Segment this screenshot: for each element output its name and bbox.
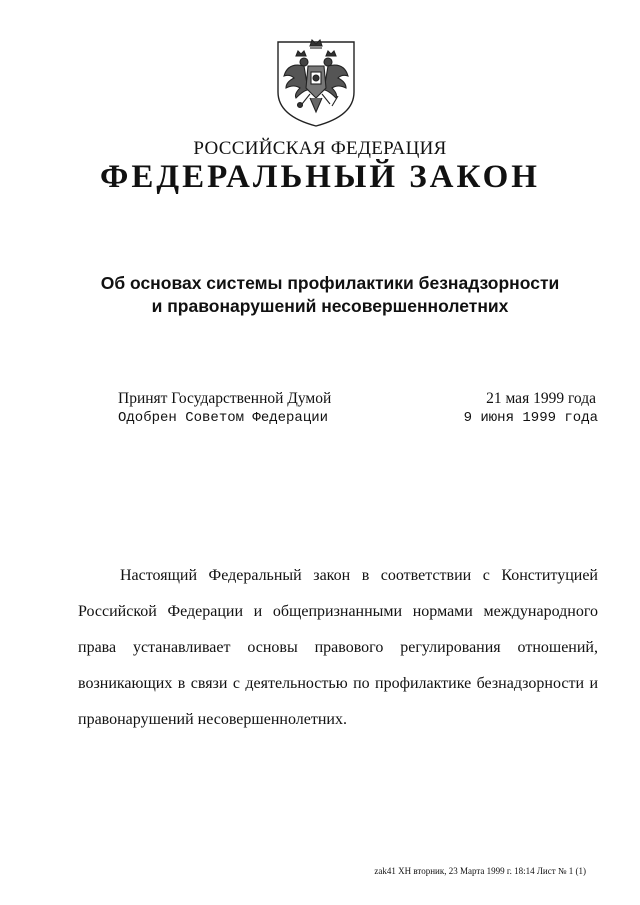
adoption-duma-date: 21 мая 1999 года	[486, 390, 596, 407]
law-title-line-2: и правонарушений несовершеннолетних	[151, 296, 509, 316]
preamble-paragraph: Настоящий Федеральный закон в соответствии с Конституцией Российской Федерации и общепризнанными нормами международного права устанавливает основы правового регулирования отношений, возникающих в связи с деятельностью по профилактике безнадзорности и правонарушений несовершеннолетних.	[78, 567, 598, 728]
law-title-line-1: Об основах системы профилактики безнадзорности	[100, 273, 560, 293]
document-type: ФЕДЕРАЛЬНЫЙ ЗАКОН	[100, 159, 540, 195]
adoption-council-date: 9 июня 1999 года	[463, 410, 598, 426]
country-name: РОССИЙСКАЯ ФЕДЕРАЦИЯ	[193, 138, 447, 159]
coat-of-arms-icon	[274, 36, 358, 128]
adoption-council-label: Одобрен Советом Федерации	[118, 410, 329, 426]
adoption-duma-label: Принят Государственной Думой	[118, 390, 332, 407]
footer-print-info: zak41 XH вторник, 23 Марта 1999 г. 18:14 Лист № 1 (1)	[374, 866, 586, 876]
law-title	[0, 272, 640, 318]
